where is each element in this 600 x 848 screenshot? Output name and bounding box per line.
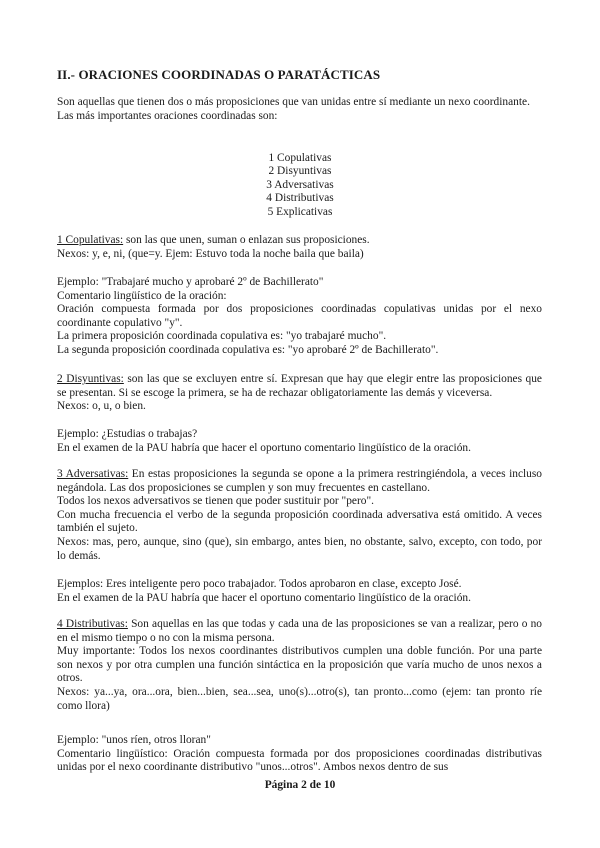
adversativas-line: Con mucha frecuencia el verbo de la segunda proposición coordinada adversativa está omitido. A veces también el sujeto. [57, 508, 542, 535]
disyuntivas-title: 2 Disyuntivas: [57, 373, 124, 385]
disyuntivas-block [57, 373, 542, 414]
adversativas-definition: 3 Adversativas: En estas proposiciones la segunda se opone a la primera restringiéndola, a veces incluso negándola. Las dos proposiciones se cumplen y son muy frecuentes en castellano. [57, 468, 542, 494]
distributivas-example: Ejemplo: "unos ríen, otros lloran" [57, 734, 211, 746]
page-number: Página 2 de 10 [264, 779, 336, 791]
disyuntivas-exam-note: En el examen de la PAU habría que hacer el oportuno comentario lingüístico de la oración. [57, 441, 471, 454]
copulativas-block [57, 234, 542, 261]
adversativas-examples: Ejemplos: Eres inteligente pero poco trabajador. Todos aprobaron en clase, excepto José. [57, 578, 462, 590]
adversativas-line: Todos los nexos adversativos se tienen que poder sustituir por "pero". [57, 495, 374, 508]
copulativas-example: Ejemplo: "Trabajaré mucho y aprobaré 2º de Bachillerato" [57, 276, 324, 288]
copulativas-nexos: Nexos: y, e, ni, (que=y. Ejem: Estuvo toda la noche baila que baila) [57, 247, 364, 260]
adversativas-nexos: Nexos: mas, pero, aunque, sino (que), sin embargo, antes bien, no obstante, salvo, excepto, con todo, por lo demás. [57, 535, 542, 562]
distributivas-title: 4 Distributivas: [57, 618, 128, 630]
copulativas-second: La segunda proposición coordinada copulativa es: "yo aprobaré 2º de Bachillerato". [57, 343, 439, 356]
adversativas-exam-note: En el examen de la PAU habría que hacer el oportuno comentario lingüístico de la oración. [57, 591, 471, 604]
disyuntivas-nexos: Nexos: o, u, o bien. [57, 400, 146, 413]
adversativas-title: 3 Adversativas: [57, 468, 129, 480]
disyuntivas-definition: 2 Disyuntivas: son las que se excluyen entre sí. Expresan que hay que elegir entre las proposiciones que se presentan. Si se escoge la primera, se ha de rechazar obligatoriamente las demás y viceversa. [57, 373, 542, 399]
distributivas-line: Muy importante: Todos los nexos coordinantes distributivos cumplen una doble función. Por una parte son nexos y por otra cumplen una función sintáctica en la proposición que varía mucho de unos nexos a otros. [57, 645, 542, 685]
disyuntivas-example-block [57, 428, 542, 455]
intro-paragraph: Son aquellas que tienen dos o más proposiciones que van unidas entre sí mediante un nexo coordinante. [57, 96, 530, 108]
intro-list-lead: Las más importantes oraciones coordinadas son: [57, 109, 278, 122]
copulativas-definition: 1 Copulativas: son las que unen, suman o enlazan sus proposiciones. [57, 234, 370, 246]
distributivas-example-block [57, 734, 542, 775]
copulativas-comment-title: Comentario lingüístico de la oración: [57, 289, 227, 302]
copulativas-comment: Oración compuesta formada por dos proposiciones coordinadas copulativas unidas por el nexo coordinante copulativo "y". [57, 303, 542, 329]
list-item: 2 Disyuntivas [268, 165, 332, 178]
list-item: 3 Adversativas [266, 178, 334, 191]
intro-block [57, 96, 542, 123]
disyuntivas-example: Ejemplo: ¿Estudias o trabajas? [57, 428, 198, 440]
distributivas-definition: 4 Distributivas: Son aquellas en las que todas y cada una de las proposiciones se van a realizar, pero o no en el mismo tiempo o no con la misma persona. [57, 618, 542, 644]
list-item: 1 Copulativas [268, 152, 332, 164]
list-item: 5 Explicativas [267, 205, 333, 218]
copulativas-title: 1 Copulativas: [57, 234, 124, 246]
adversativas-block [57, 468, 542, 563]
distributivas-block [57, 618, 542, 713]
copulativas-example-block [57, 276, 542, 358]
list-item: 4 Distributivas [266, 192, 334, 205]
adversativas-example-block [57, 578, 542, 605]
distributivas-comment: Comentario lingüístico: Oración compuesta formada por dos proposiciones coordinadas distributivas unidas por el nexo coordinante distributivo "unos...otros". Ambos nexos dentro de sus [57, 747, 542, 774]
types-list [0, 152, 600, 219]
distributivas-nexos: Nexos: ya...ya, ora...ora, bien...bien, sea...sea, uno(s)...otro(s), tan pronto...como (ejem: tan pronto ríe como llora) [57, 685, 542, 712]
section-heading: II.- ORACIONES COORDINADAS O PARATÁCTICAS [57, 67, 381, 82]
copulativas-first: La primera proposición coordinada copulativa es: "yo trabajaré mucho". [57, 330, 387, 343]
